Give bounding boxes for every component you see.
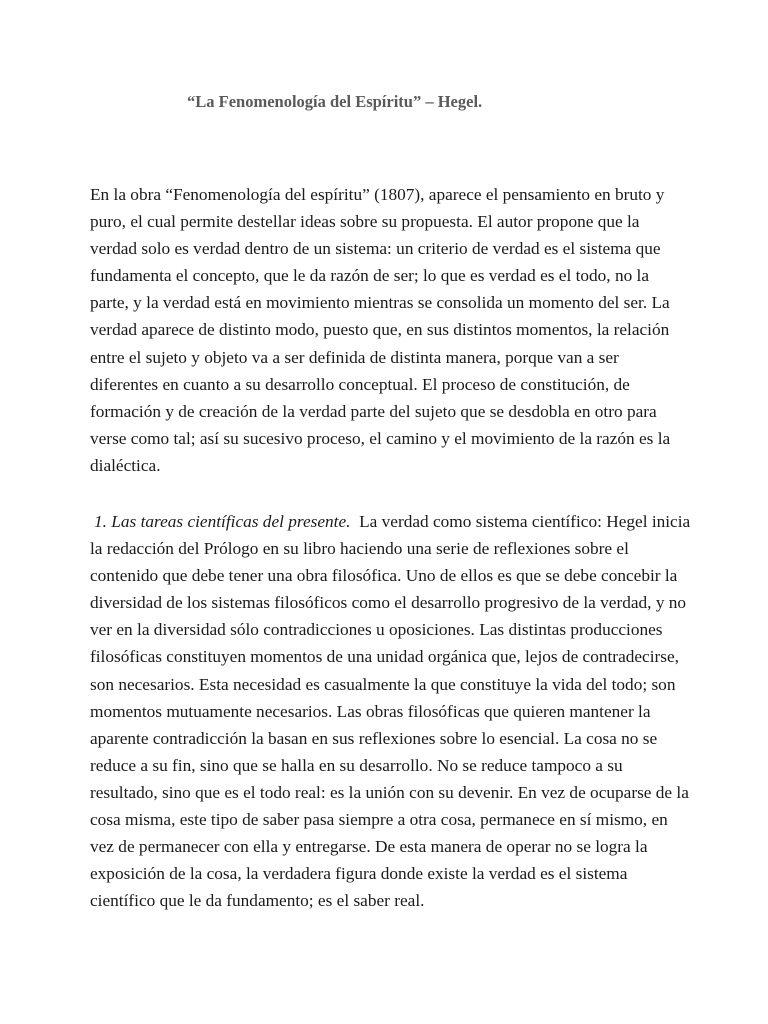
paragraph-line: ver en la diversidad sólo contradicciones u oposiciones. Las distintas producciones [90, 620, 663, 640]
paragraph-line: verse como tal; así su sucesivo proceso, el camino y el movimiento de la razón es la [90, 428, 671, 448]
paragraph-line: verdad aparece de distinto modo, puesto que, en sus distintos momentos, la relación [90, 320, 670, 340]
section-first-line [90, 508, 690, 535]
paragraph-line: parte, y la verdad está en movimiento mientras se consolida un momento del ser. La [90, 293, 670, 313]
paragraph-line: dialéctica. [90, 455, 161, 475]
section-first-line-text: La verdad como sistema científico: Hegel inicia [350, 512, 691, 531]
section-heading: 1. Las tareas científicas del presente. [94, 512, 351, 531]
paragraph-line: cosa misma, este tipo de saber pasa siempre a otra cosa, permanece en sí mismo, en [90, 810, 668, 830]
paragraph-line: resultado, sino que es el todo real: es la unión con su devenir. En vez de ocuparse de la [90, 782, 689, 802]
paragraph-line: formación y de creación de la verdad parte del sujeto que se desdobla en otro para [90, 401, 657, 421]
paragraph-line: son necesarios. Esta necesidad es casualmente la que constituye la vida del todo; son [90, 674, 676, 694]
paragraph-line: En la obra “Fenomenología del espíritu” (1807), aparece el pensamiento en bruto y [90, 185, 665, 204]
paragraph-line: filosóficas constituyen momentos de una unidad orgánica que, lejos de contradecirse, [90, 647, 679, 667]
paragraph-line: científico que le da fundamento; es el saber real. [90, 891, 425, 911]
paragraph-line: momentos mutuamente necesarios. Las obras filosóficas que quieren mantener la [90, 701, 651, 721]
document-title: “La Fenomenología del Espíritu” – Hegel. [187, 92, 483, 111]
paragraph-line: entre el sujeto y objeto va a ser definida de distinta manera, porque van a ser [90, 347, 619, 367]
paragraph-line: aparente contradicción la basan en sus reflexiones sobre lo esencial. La cosa no se [90, 728, 658, 748]
paragraph-line: exposición de la cosa, la verdadera figura donde existe la verdad es el sistema [90, 864, 628, 884]
paragraph-line: la redacción del Prólogo en su libro haciendo una serie de reflexiones sobre el [90, 539, 629, 559]
paragraph-line: diversidad de los sistemas filosóficos como el desarrollo progresivo de la verdad, y no [90, 593, 687, 613]
paragraph-line: vez de permanecer con ella y entregarse. De esta manera de operar no se logra la [90, 837, 648, 857]
paragraph-line: contenido que debe tener una obra filosófica. Uno de ellos es que se debe concebir la [90, 566, 678, 586]
paragraph-line: reduce a su fin, sino que se halla en su desarrollo. No se reduce tampoco a su [90, 755, 623, 775]
intro-paragraph [90, 181, 690, 479]
section-1-paragraph [90, 508, 690, 914]
paragraph-line: verdad solo es verdad dentro de un sistema: un criterio de verdad es el sistema que [90, 239, 661, 259]
paragraph-line: puro, el cual permite destellar ideas sobre su propuesta. El autor propone que la [90, 212, 640, 232]
paragraph-line: fundamenta el concepto, que le da razón de ser; lo que es verdad es el todo, no la [90, 266, 650, 286]
paragraph-line: diferentes en cuanto a su desarrollo conceptual. El proceso de constitución, de [90, 374, 630, 394]
